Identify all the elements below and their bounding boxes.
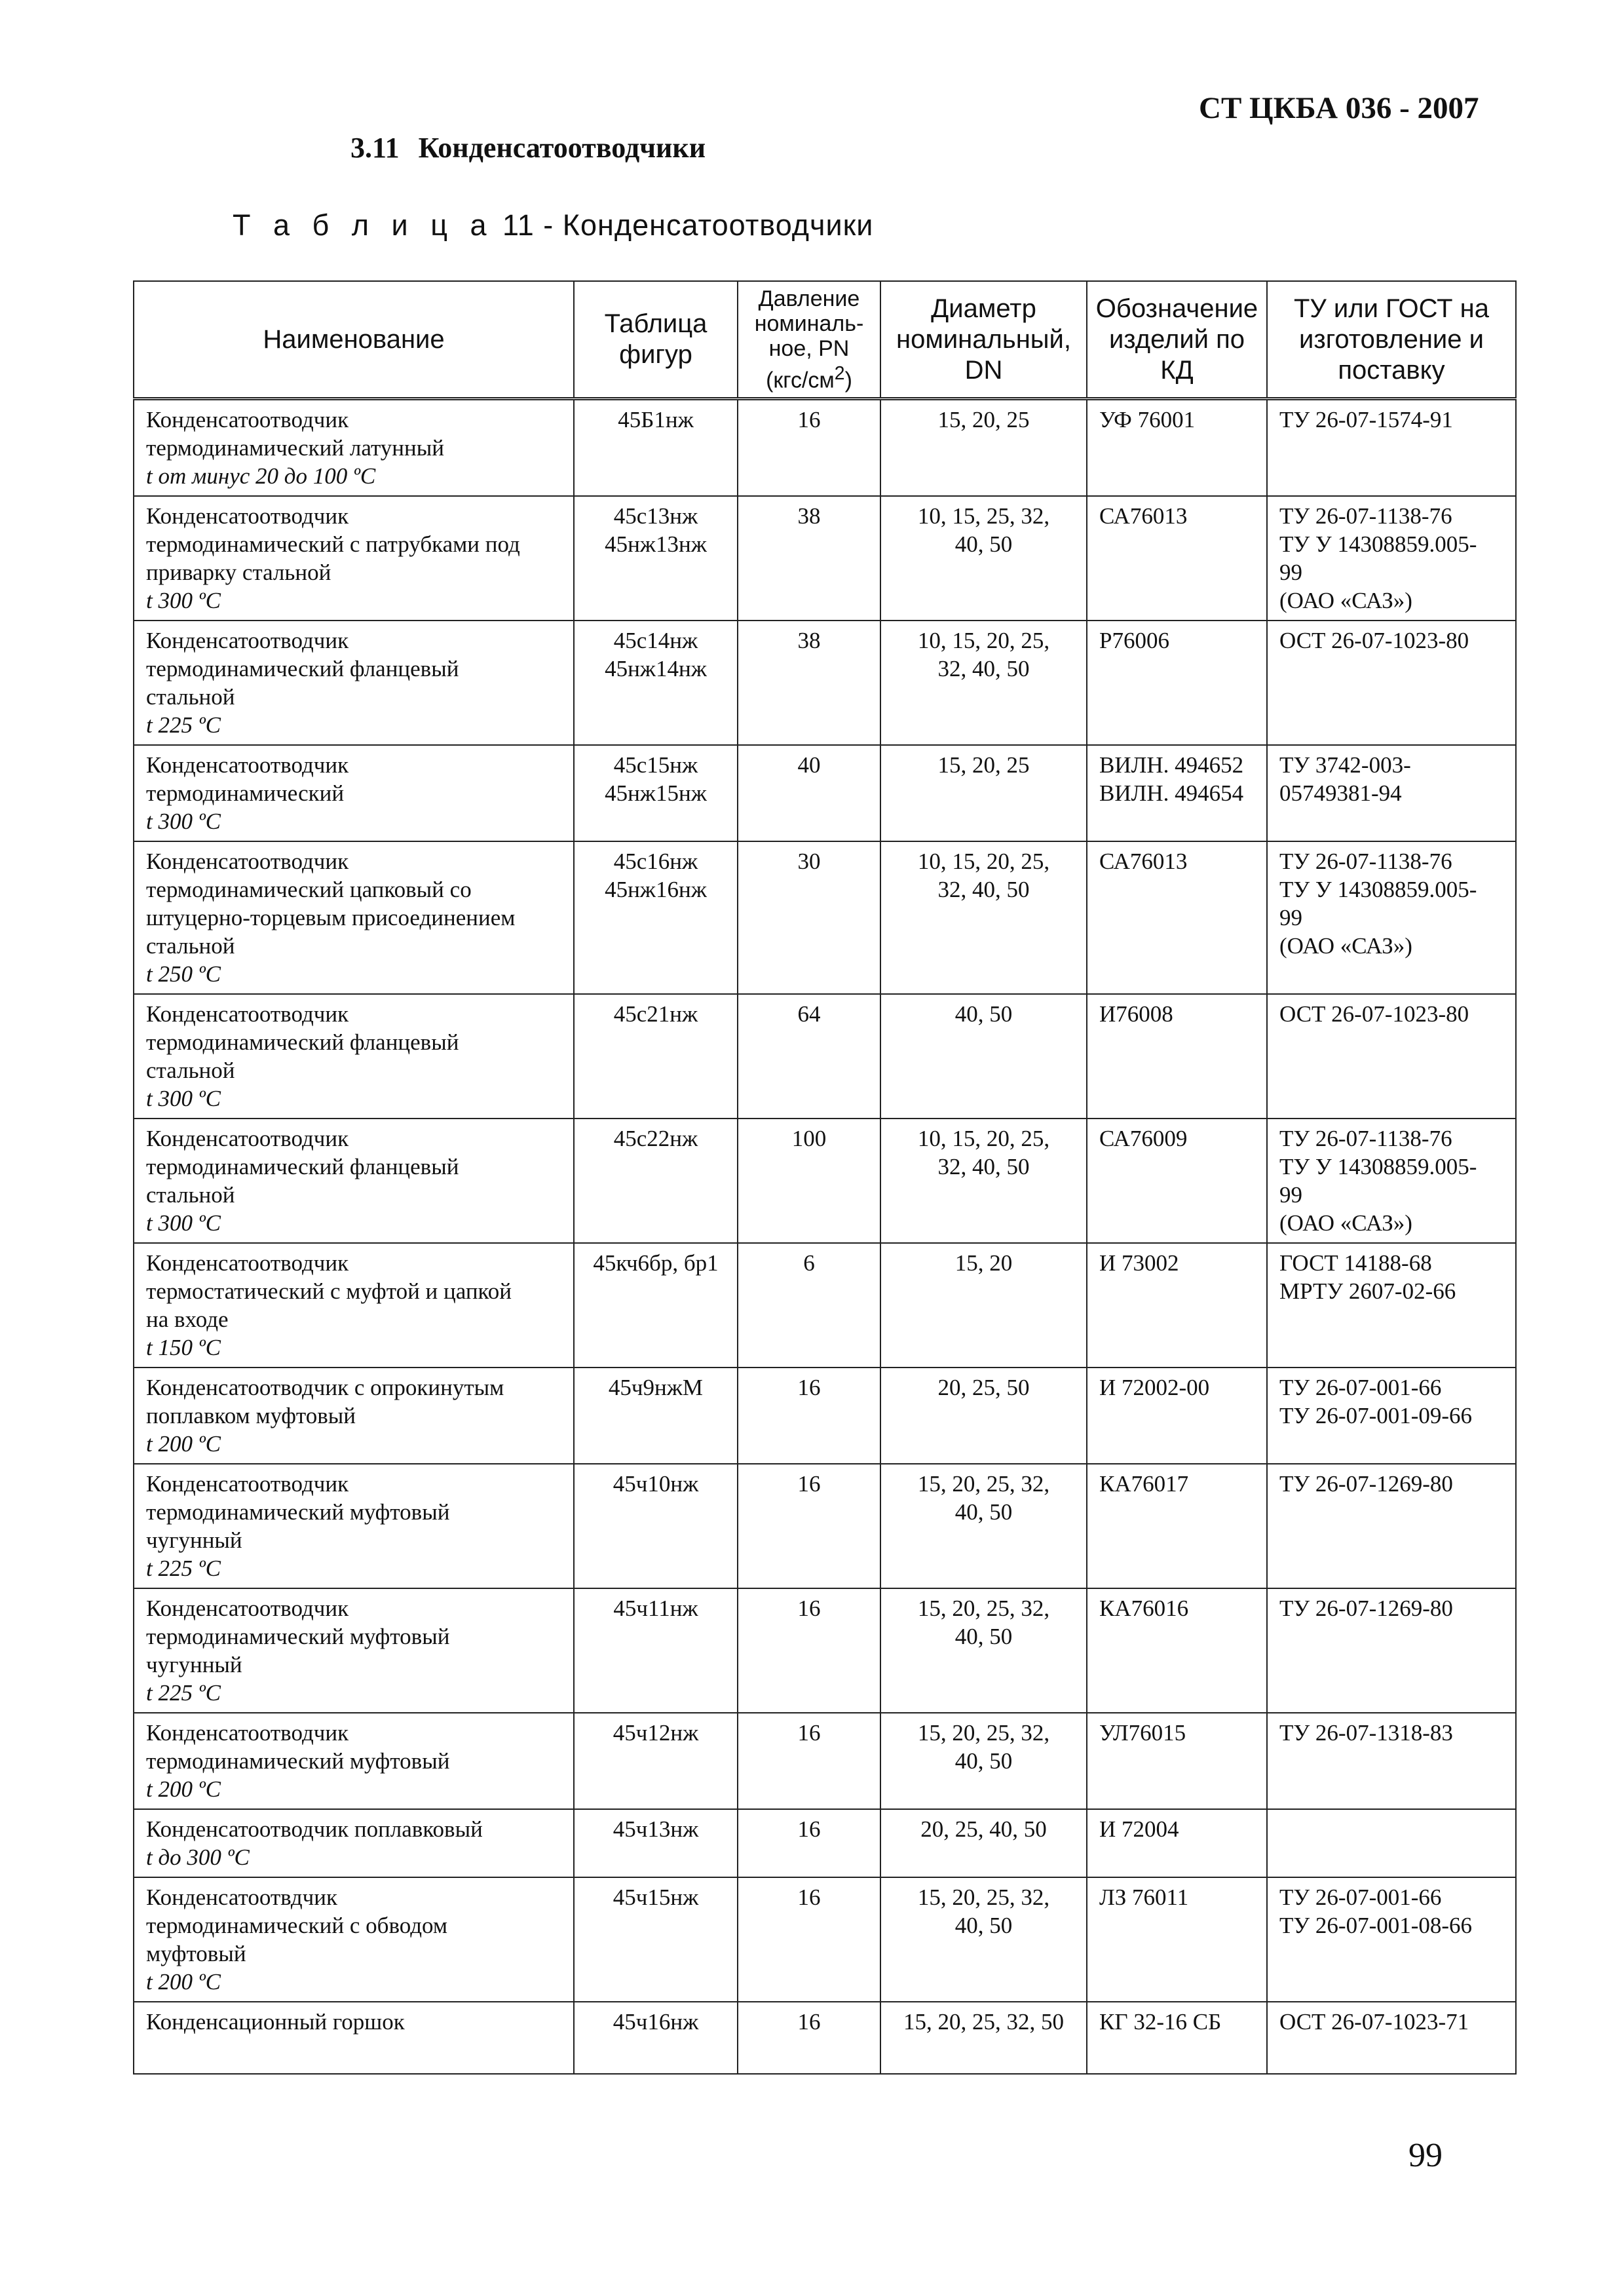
diameter-line: 40, 50 xyxy=(954,1001,1013,1027)
cell-figure xyxy=(574,1713,738,1809)
figure-line: 45с21нж xyxy=(613,1001,698,1027)
cell-diameter xyxy=(880,841,1087,994)
cell-diameter xyxy=(880,1368,1087,1464)
cell-kd xyxy=(1087,1588,1267,1713)
cell-pressure: 16 xyxy=(738,1877,880,2002)
cell-name xyxy=(134,399,574,497)
tu-line: ТУ 26-07-1138-76 xyxy=(1279,503,1452,529)
figure-line: 45с13нж xyxy=(613,503,698,529)
name-line: чугунный xyxy=(146,1652,242,1677)
temperature-note: t 150 ºС xyxy=(146,1335,221,1360)
cell-name xyxy=(134,1119,574,1243)
cell-tu xyxy=(1267,1713,1516,1809)
header-pn-line: ное, PN xyxy=(768,335,850,361)
cell-figure xyxy=(574,841,738,994)
tu-line: ТУ У 14308859.005- xyxy=(1279,877,1477,902)
cell-diameter xyxy=(880,1809,1087,1877)
name-line: термодинамический цапковый со xyxy=(146,877,472,902)
table-row xyxy=(134,1588,1516,1713)
header-nominal-diameter xyxy=(880,281,1087,399)
diameter-line: 15, 20, 25 xyxy=(937,407,1030,432)
temperature-note: t 300 ºС xyxy=(146,1086,221,1111)
cell-figure xyxy=(574,1809,738,1877)
name-line: термодинамический муфтовый xyxy=(146,1499,450,1525)
diameter-line: 32, 40, 50 xyxy=(937,877,1030,902)
header-fig-line: Таблица xyxy=(604,309,708,338)
cell-kd xyxy=(1087,994,1267,1119)
header-name: Наименование xyxy=(134,281,574,399)
diameter-line: 10, 15, 20, 25, xyxy=(917,849,1050,874)
name-line: Конденсатоотводчик xyxy=(146,1720,349,1746)
cell-figure xyxy=(574,1588,738,1713)
figure-line: 45с14нж xyxy=(613,628,698,653)
tu-line: ТУ 26-07-1318-83 xyxy=(1279,1720,1453,1746)
cell-tu xyxy=(1267,841,1516,994)
figure-line: 45ч15нж xyxy=(613,1885,699,1910)
cell-diameter xyxy=(880,745,1087,841)
temperature-note: t до 300 ºС xyxy=(146,1845,250,1870)
temperature-note: t 225 ºС xyxy=(146,712,221,738)
figure-line: 45ч11нж xyxy=(613,1596,698,1621)
name-line: приварку стальной xyxy=(146,560,331,585)
cell-kd xyxy=(1087,496,1267,621)
table-row xyxy=(134,1809,1516,1877)
cell-tu xyxy=(1267,399,1516,497)
cell-pressure: 16 xyxy=(738,1464,880,1588)
tu-line: (ОАО «САЗ») xyxy=(1279,588,1412,613)
header-kd-line: КД xyxy=(1160,355,1194,385)
temperature-note: t 225 ºС xyxy=(146,1556,221,1581)
name-line: термодинамический латунный xyxy=(146,435,445,461)
kd-line: И76008 xyxy=(1099,1001,1173,1027)
cell-figure xyxy=(574,496,738,621)
temperature-note: t 200 ºС xyxy=(146,1431,221,1457)
cell-kd xyxy=(1087,1243,1267,1368)
cell-tu xyxy=(1267,745,1516,841)
tu-line: ОСТ 26-07-1023-80 xyxy=(1279,1001,1469,1027)
header-tu-line: изготовление и xyxy=(1299,324,1484,354)
table-row xyxy=(134,399,1516,497)
figure-line: 45с22нж xyxy=(613,1126,698,1151)
table-row xyxy=(134,745,1516,841)
tu-line: ТУ У 14308859.005- xyxy=(1279,531,1477,557)
temperature-note: t 225 ºС xyxy=(146,1680,221,1706)
tu-line: 99 xyxy=(1279,1182,1302,1208)
cell-pressure: 16 xyxy=(738,399,880,497)
tu-line: ТУ 3742-003- xyxy=(1279,752,1411,778)
figure-line: 45нж14нж xyxy=(605,656,707,681)
tu-line: (ОАО «САЗ») xyxy=(1279,933,1412,959)
header-tu-gost xyxy=(1267,281,1516,399)
cell-name xyxy=(134,745,574,841)
cell-tu xyxy=(1267,1809,1516,1877)
cell-figure xyxy=(574,1368,738,1464)
cell-name xyxy=(134,1588,574,1713)
cell-name xyxy=(134,994,574,1119)
name-line: стальной xyxy=(146,933,235,959)
table-caption-prefix: Т а б л и ц а xyxy=(233,208,494,242)
cell-figure xyxy=(574,621,738,745)
name-line: Конденсационный горшок xyxy=(146,2009,405,2035)
header-tu-line: поставку xyxy=(1338,355,1445,385)
cell-diameter xyxy=(880,621,1087,745)
cell-kd xyxy=(1087,1368,1267,1464)
temperature-note: t 200 ºС xyxy=(146,1969,221,1995)
tu-line: 05749381-94 xyxy=(1279,780,1402,806)
cell-pressure: 16 xyxy=(738,2002,880,2074)
diameter-line: 40, 50 xyxy=(954,531,1013,557)
cell-pressure: 16 xyxy=(738,1368,880,1464)
cell-pressure: 6 xyxy=(738,1243,880,1368)
table-row xyxy=(134,841,1516,994)
figure-line: 45с16нж xyxy=(613,849,698,874)
cell-kd xyxy=(1087,1877,1267,2002)
kd-line: ВИЛН. 494654 xyxy=(1099,780,1244,806)
cell-figure xyxy=(574,1119,738,1243)
tu-line: ОСТ 26-07-1023-80 xyxy=(1279,628,1469,653)
cell-name xyxy=(134,621,574,745)
name-line: Конденсатоотводчик xyxy=(146,1001,349,1027)
header-dn-line: Диаметр xyxy=(931,294,1036,323)
steam-traps-table xyxy=(133,280,1517,2075)
section-number: 3.11 xyxy=(350,132,400,164)
kd-line: И 72002-00 xyxy=(1099,1375,1210,1400)
table-row xyxy=(134,1464,1516,1588)
figure-line: 45нж16нж xyxy=(605,877,707,902)
diameter-line: 15, 20, 25, 32, xyxy=(917,1720,1050,1746)
temperature-note: t 200 ºС xyxy=(146,1776,221,1802)
table-header-row xyxy=(134,281,1516,399)
cell-tu xyxy=(1267,1243,1516,1368)
tu-line: ОСТ 26-07-1023-71 xyxy=(1279,2009,1469,2035)
name-line: Конденсатоотводчик xyxy=(146,752,349,778)
cell-kd xyxy=(1087,1119,1267,1243)
cell-name xyxy=(134,1368,574,1464)
cell-pressure: 38 xyxy=(738,621,880,745)
name-line: термодинамический с обводом xyxy=(146,1913,448,1938)
cell-diameter xyxy=(880,2002,1087,2074)
name-line: на входе xyxy=(146,1307,229,1332)
cell-kd xyxy=(1087,1464,1267,1588)
header-tu-line: ТУ или ГОСТ на xyxy=(1293,294,1490,323)
cell-kd xyxy=(1087,841,1267,994)
name-line: Конденсатоотводчик поплавковый xyxy=(146,1816,483,1842)
name-line: термодинамический фланцевый xyxy=(146,1029,459,1055)
name-line: термодинамический муфтовый xyxy=(146,1748,450,1774)
kd-line: КА76016 xyxy=(1099,1596,1189,1621)
diameter-line: 20, 25, 50 xyxy=(937,1375,1030,1400)
tu-line: ТУ 26-07-1269-80 xyxy=(1279,1596,1453,1621)
cell-name xyxy=(134,1809,574,1877)
kd-line: СА76013 xyxy=(1099,849,1188,874)
header-kd-designation xyxy=(1087,281,1267,399)
name-line: Конденсатоотвдчик xyxy=(146,1885,337,1910)
name-line: муфтовый xyxy=(146,1941,246,1966)
page-number: 99 xyxy=(1408,2137,1443,2174)
cell-pressure: 64 xyxy=(738,994,880,1119)
cell-figure xyxy=(574,2002,738,2074)
cell-kd xyxy=(1087,399,1267,497)
tu-line: ТУ 26-07-001-09-66 xyxy=(1279,1403,1473,1428)
name-line: Конденсатоотводчик xyxy=(146,849,349,874)
cell-tu xyxy=(1267,2002,1516,2074)
tu-line: ТУ 26-07-1574-91 xyxy=(1279,407,1453,432)
header-dn-line: номинальный, xyxy=(896,324,1071,354)
figure-line: 45с15нж xyxy=(613,752,698,778)
diameter-line: 32, 40, 50 xyxy=(937,656,1030,681)
header-dn-line: DN xyxy=(964,355,1003,385)
cell-name xyxy=(134,841,574,994)
cell-name xyxy=(134,2002,574,2074)
cell-kd xyxy=(1087,2002,1267,2074)
header-figure-table xyxy=(574,281,738,399)
cell-pressure: 16 xyxy=(738,1588,880,1713)
name-line: стальной xyxy=(146,1058,235,1083)
diameter-line: 20, 25, 40, 50 xyxy=(920,1816,1047,1842)
cell-pressure: 40 xyxy=(738,745,880,841)
cell-name xyxy=(134,496,574,621)
figure-line: 45ч9нжМ xyxy=(608,1375,704,1400)
header-pn-unit-exp: 2 xyxy=(834,362,845,384)
cell-pressure: 100 xyxy=(738,1119,880,1243)
diameter-line: 15, 20, 25, 32, xyxy=(917,1885,1050,1910)
tu-line: ТУ 26-07-1138-76 xyxy=(1279,849,1452,874)
tu-line: ТУ 26-07-1269-80 xyxy=(1279,1471,1453,1497)
cell-pressure: 38 xyxy=(738,496,880,621)
kd-line: СА76013 xyxy=(1099,503,1188,529)
cell-kd xyxy=(1087,1809,1267,1877)
cell-name xyxy=(134,1877,574,2002)
header-pn-line: Давление xyxy=(758,286,860,311)
figure-line: 45кч6бр, бр1 xyxy=(593,1250,719,1276)
cell-figure xyxy=(574,745,738,841)
figure-line: 45нж15нж xyxy=(605,780,707,806)
cell-pressure: 30 xyxy=(738,841,880,994)
cell-diameter xyxy=(880,1464,1087,1588)
cell-figure xyxy=(574,399,738,497)
header-pn-unit-base: (кгс/см xyxy=(766,368,835,393)
diameter-line: 15, 20, 25 xyxy=(937,752,1030,778)
cell-kd xyxy=(1087,621,1267,745)
diameter-line: 15, 20 xyxy=(954,1250,1013,1276)
name-line: термостатический с муфтой и цапкой xyxy=(146,1278,512,1304)
kd-line: СА76009 xyxy=(1099,1126,1188,1151)
kd-line: ВИЛН. 494652 xyxy=(1099,752,1244,778)
diameter-line: 40, 50 xyxy=(954,1624,1013,1649)
diameter-line: 32, 40, 50 xyxy=(937,1154,1030,1179)
header-nominal-pressure xyxy=(738,281,880,399)
figure-line: 45ч10нж xyxy=(613,1471,699,1497)
table-row xyxy=(134,1119,1516,1243)
table-row xyxy=(134,621,1516,745)
name-line: Конденсатоотводчик xyxy=(146,628,349,653)
tu-line: 99 xyxy=(1279,560,1302,585)
figure-line: 45нж13нж xyxy=(605,531,707,557)
name-line: стальной xyxy=(146,684,235,710)
name-line: штуцерно-торцевым присоединением xyxy=(146,905,516,930)
temperature-note: t 250 ºС xyxy=(146,961,221,987)
cell-diameter xyxy=(880,1243,1087,1368)
cell-diameter xyxy=(880,399,1087,497)
tu-line: ГОСТ 14188-68 xyxy=(1279,1250,1432,1276)
name-line: Конденсатоотводчик xyxy=(146,1471,349,1497)
tu-line: (ОАО «САЗ») xyxy=(1279,1210,1412,1236)
kd-line: УЛ76015 xyxy=(1099,1720,1186,1746)
table-caption-text: Конденсатоотводчики xyxy=(562,208,874,242)
tu-line: ТУ 26-07-1138-76 xyxy=(1279,1126,1452,1151)
tu-line: ТУ 26-07-001-66 xyxy=(1279,1375,1442,1400)
kd-line: КГ 32-16 СБ xyxy=(1099,2009,1222,2035)
name-line: термодинамический фланцевый xyxy=(146,1154,459,1179)
table-row xyxy=(134,1713,1516,1809)
cell-tu xyxy=(1267,1877,1516,2002)
document-code: СТ ЦКБА 036 - 2007 xyxy=(1199,91,1479,125)
name-line: чугунный xyxy=(146,1527,242,1553)
tu-line: МРТУ 2607-02-66 xyxy=(1279,1278,1456,1304)
diameter-line: 15, 20, 25, 32, 50 xyxy=(903,2009,1064,2035)
cell-diameter xyxy=(880,496,1087,621)
header-kd-line: Обозначение xyxy=(1095,294,1258,323)
figure-line: 45ч16нж xyxy=(613,2009,699,2035)
diameter-line: 40, 50 xyxy=(954,1913,1013,1938)
cell-name xyxy=(134,1713,574,1809)
kd-line: ЛЗ 76011 xyxy=(1099,1885,1189,1910)
name-line: Конденсатоотводчик xyxy=(146,407,349,432)
cell-diameter xyxy=(880,1877,1087,2002)
cell-diameter xyxy=(880,1119,1087,1243)
kd-line: Р76006 xyxy=(1099,628,1169,653)
cell-figure xyxy=(574,1877,738,2002)
diameter-line: 10, 15, 25, 32, xyxy=(917,503,1050,529)
table-row xyxy=(134,994,1516,1119)
cell-tu xyxy=(1267,1588,1516,1713)
cell-diameter xyxy=(880,1588,1087,1713)
table-row xyxy=(134,1877,1516,2002)
temperature-note: t от минус 20 до 100 ºС xyxy=(146,463,376,489)
table-body xyxy=(134,399,1516,2075)
diameter-line: 10, 15, 20, 25, xyxy=(917,1126,1050,1151)
tu-line: ТУ У 14308859.005- xyxy=(1279,1154,1477,1179)
table-row xyxy=(134,496,1516,621)
cell-tu xyxy=(1267,994,1516,1119)
cell-diameter xyxy=(880,1713,1087,1809)
diameter-line: 10, 15, 20, 25, xyxy=(917,628,1050,653)
cell-tu xyxy=(1267,496,1516,621)
cell-tu xyxy=(1267,1464,1516,1588)
table-row xyxy=(134,2002,1516,2074)
name-line: Конденсатоотводчик xyxy=(146,1250,349,1276)
name-line: Конденсатоотводчик xyxy=(146,1596,349,1621)
table-row xyxy=(134,1368,1516,1464)
name-line: термодинамический муфтовый xyxy=(146,1624,450,1649)
diameter-line: 15, 20, 25, 32, xyxy=(917,1471,1050,1497)
cell-figure xyxy=(574,994,738,1119)
cell-kd xyxy=(1087,1713,1267,1809)
tu-line: ТУ 26-07-001-08-66 xyxy=(1279,1913,1473,1938)
cell-kd xyxy=(1087,745,1267,841)
figure-line: 45ч12нж xyxy=(613,1720,699,1746)
tu-line: 99 xyxy=(1279,905,1302,930)
name-line: термодинамический фланцевый xyxy=(146,656,459,681)
cell-pressure: 16 xyxy=(738,1713,880,1809)
header-pn-unit-close: ) xyxy=(844,368,852,393)
cell-figure xyxy=(574,1243,738,1368)
cell-figure xyxy=(574,1464,738,1588)
name-line: Конденсатоотводчик xyxy=(146,1126,349,1151)
kd-line: УФ 76001 xyxy=(1099,407,1196,432)
cell-pressure: 16 xyxy=(738,1809,880,1877)
temperature-note: t 300 ºС xyxy=(146,809,221,834)
figure-line: 45ч13нж xyxy=(613,1816,699,1842)
cell-tu xyxy=(1267,1119,1516,1243)
table-row xyxy=(134,1243,1516,1368)
name-line: стальной xyxy=(146,1182,235,1208)
diameter-line: 40, 50 xyxy=(954,1499,1013,1525)
table-caption xyxy=(233,208,873,242)
temperature-note: t 300 ºС xyxy=(146,588,221,613)
header-pn-unit xyxy=(738,361,880,392)
header-kd-line: изделий по xyxy=(1108,324,1245,354)
cell-tu xyxy=(1267,1368,1516,1464)
cell-name xyxy=(134,1464,574,1588)
figure-line: 45Б1нж xyxy=(618,407,694,432)
diameter-line: 40, 50 xyxy=(954,1748,1013,1774)
section-heading xyxy=(350,131,706,164)
kd-line: КА76017 xyxy=(1099,1471,1189,1497)
table-caption-number: 11 xyxy=(502,208,535,242)
name-line: Конденсатоотводчик с опрокинутым xyxy=(146,1375,504,1400)
name-line: поплавком муфтовый xyxy=(146,1403,356,1428)
cell-name xyxy=(134,1243,574,1368)
table-caption-sep: - xyxy=(543,208,554,242)
temperature-note: t 300 ºС xyxy=(146,1210,221,1236)
section-title-text: Конденсатоотводчики xyxy=(418,132,706,164)
diameter-line: 15, 20, 25, 32, xyxy=(917,1596,1050,1621)
header-pn-line: номиналь- xyxy=(754,311,864,336)
name-line: термодинамический xyxy=(146,780,345,806)
kd-line: И 72004 xyxy=(1099,1816,1179,1842)
name-line: Конденсатоотводчик xyxy=(146,503,349,529)
header-fig-line: фигур xyxy=(619,340,692,369)
cell-diameter xyxy=(880,994,1087,1119)
tu-line: ТУ 26-07-001-66 xyxy=(1279,1885,1442,1910)
name-line: термодинамический с патрубками под xyxy=(146,531,520,557)
cell-tu xyxy=(1267,621,1516,745)
kd-line: И 73002 xyxy=(1099,1250,1179,1276)
